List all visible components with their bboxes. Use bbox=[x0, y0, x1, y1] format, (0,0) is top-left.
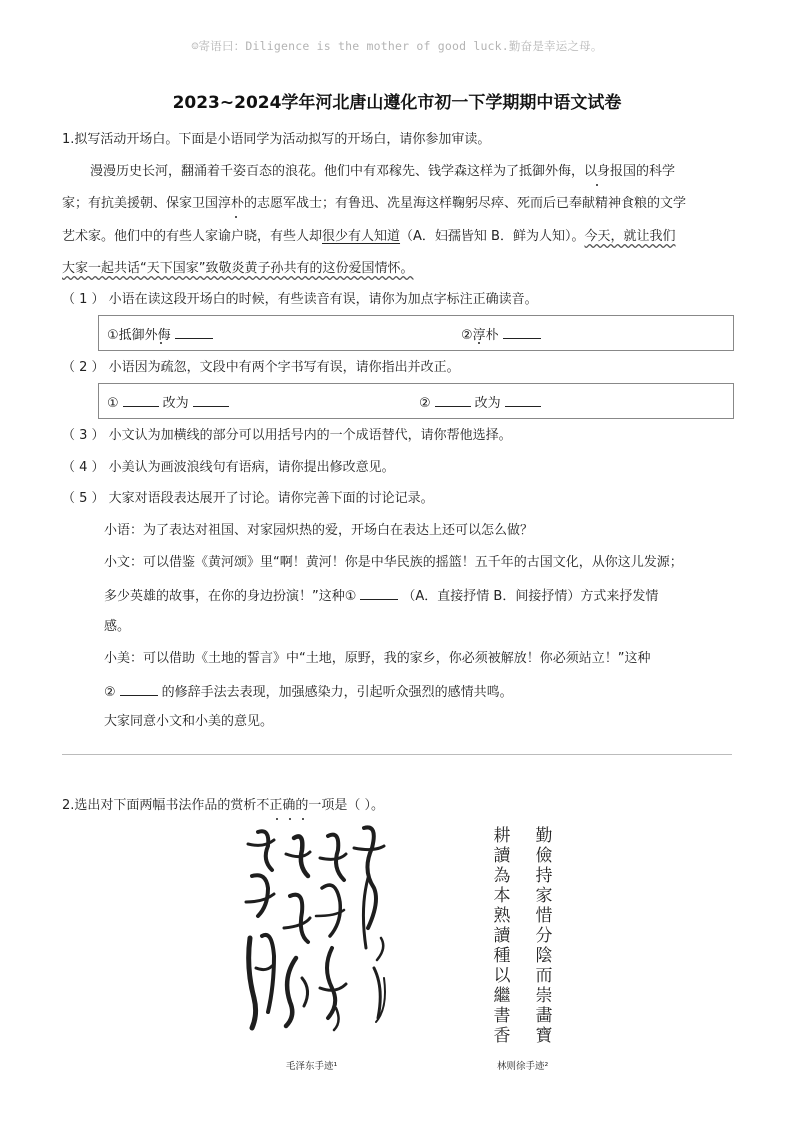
q1-para-line-1: 漫漫历史长河，翻涌着千姿百态的浪花。他们中有邓稼先、钱学森这样为了抵御外侮，以身报国的科学 bbox=[90, 164, 676, 179]
discussion-xiaowen-2b: （A．直接抒情 B．间接抒情）方式来抒发情 bbox=[402, 589, 659, 604]
couplet-simplified-reading bbox=[0, 0, 1, 1]
section-divider bbox=[62, 754, 732, 755]
discussion-xiaoyu: 小语：为了表达对祖国、对家园炽热的爱，开场白在表达上还可以怎么做？ bbox=[104, 523, 534, 538]
q1-sub4: （ 4 ） 小美认为画波浪线句有语病，请你提出修改意见。 bbox=[62, 460, 395, 475]
answer-2b bbox=[419, 392, 545, 411]
discussion-xiaomei-1: 小美：可以借助《土地的誓言》中“土地，原野，我的家乡，你必须被解放！你必须站立！”这种 bbox=[104, 651, 651, 666]
answer-1b-label: ②淳朴 bbox=[461, 328, 499, 343]
exam-title: 2023~2024学年河北唐山遵化市初一下学期期中语文试卷 bbox=[172, 93, 622, 113]
linzexu-caption: 林则徐手迹² bbox=[497, 1061, 549, 1072]
answer-2a-right-blank[interactable] bbox=[193, 393, 229, 407]
mao-calligraphy-image bbox=[236, 818, 396, 1036]
q1-para-line-3-start: 艺术家。他们中的有些人家谕户晓，有些人却 bbox=[62, 229, 323, 244]
q1-sub5: （ 5 ） 大家对语段表达展开了讨论。请你完善下面的讨论记录。 bbox=[62, 491, 434, 506]
blank-2[interactable] bbox=[120, 682, 158, 696]
discussion-xiaowen-2 bbox=[104, 586, 658, 606]
underlined-phrase: 很少有人知道 bbox=[322, 229, 401, 244]
discussion-xiaomei-2b: 的修辞手法去表现，加强感染力，引起听众强烈的感情共鸣。 bbox=[161, 685, 513, 700]
linzexu-couplet-left: 耕讀為本熟讀種以繼書香 bbox=[493, 826, 511, 1046]
answer-1b bbox=[461, 324, 545, 343]
answer-2a bbox=[107, 392, 233, 411]
answer-2a-wrong-blank[interactable] bbox=[123, 393, 159, 407]
wavy-sentence-start: 今天，就让我们 bbox=[584, 229, 676, 244]
q1-sub3: （ 3 ） 小文认为加横线的部分可以用括号内的一个成语替代，请你帮他选择。 bbox=[62, 428, 512, 443]
answer-box-2 bbox=[98, 383, 734, 419]
answer-2a-change: 改为 bbox=[162, 396, 189, 411]
linzexu-couplet-right: 勤儉持家惜分陰而崇畵寶 bbox=[535, 826, 553, 1046]
discussion-xiaowen-2a: 多少英雄的故事，在你的身边扮演！”这种① bbox=[104, 589, 357, 604]
answer-2b-num: ② bbox=[419, 396, 431, 411]
answer-2a-num: ① bbox=[107, 396, 119, 411]
q1-sub1: （ 1 ） 小语在读这段开场白的时候，有些读音有误，请你为加点字标注正确读音。 bbox=[62, 292, 538, 307]
discussion-xiaowen-3: 感。 bbox=[104, 619, 131, 634]
q2-stem: 2.选出对下面两幅书法作品的赏析不正确的一项是（ ）。 bbox=[62, 798, 385, 813]
q1-para-line-4 bbox=[62, 260, 413, 278]
answer-1a bbox=[107, 324, 217, 343]
answer-2b-wrong-blank[interactable] bbox=[435, 393, 471, 407]
answer-2b-right-blank[interactable] bbox=[505, 393, 541, 407]
discussion-xiaomei-2 bbox=[104, 682, 513, 702]
discussion-xiaomei-2a: ② bbox=[104, 685, 116, 700]
q1-sub2: （ 2 ） 小语因为疏忽，文段中有两个字书写有误，请你指出并改正。 bbox=[62, 360, 460, 375]
emphasis-dot-wu bbox=[596, 184, 598, 186]
wavy-sentence-end: 大家一起共话“天下国家”致敬炎黄子孙共有的这份爱国情怀。 bbox=[62, 261, 414, 276]
answer-2b-change: 改为 bbox=[474, 396, 501, 411]
mao-caption: 毛泽东手迹¹ bbox=[286, 1061, 338, 1072]
answer-1a-blank[interactable] bbox=[175, 325, 213, 339]
blank-1[interactable] bbox=[360, 586, 398, 600]
discussion-xiaowen-1: 小文：可以借鉴《黄河颂》里“啊！黄河！你是中华民族的摇篮！五千年的古国文化，从你这儿发源； bbox=[104, 555, 683, 570]
answer-box-1 bbox=[98, 315, 734, 351]
page-watermark: ☺寄语曰：Diligence is the mother of good luck.勤奋是幸运之母。 bbox=[191, 39, 603, 53]
q1-para-line-2: 家；有抗美援朝、保家卫国淳朴的志愿军战士；有鲁迅、冼星海这样鞠躬尽瘁、死而后已奉献精神食粮的文学 bbox=[62, 196, 687, 211]
answer-1b-blank[interactable] bbox=[503, 325, 541, 339]
answer-1a-label: ①抵御外侮 bbox=[107, 328, 171, 343]
q1-para-line-3 bbox=[62, 228, 676, 246]
discussion-conclusion: 大家同意小文和小美的意见。 bbox=[104, 714, 274, 729]
q1-stem: 1.拟写活动开场白。下面是小语同学为活动拟写的开场白，请你参加审读。 bbox=[62, 132, 491, 147]
emphasis-dot-chun bbox=[235, 216, 237, 218]
couplet-simplified-right: 勤 bbox=[0, 0, 1, 1]
idiom-options: （A．妇孺皆知 B．鲜为人知）。 bbox=[400, 229, 585, 244]
